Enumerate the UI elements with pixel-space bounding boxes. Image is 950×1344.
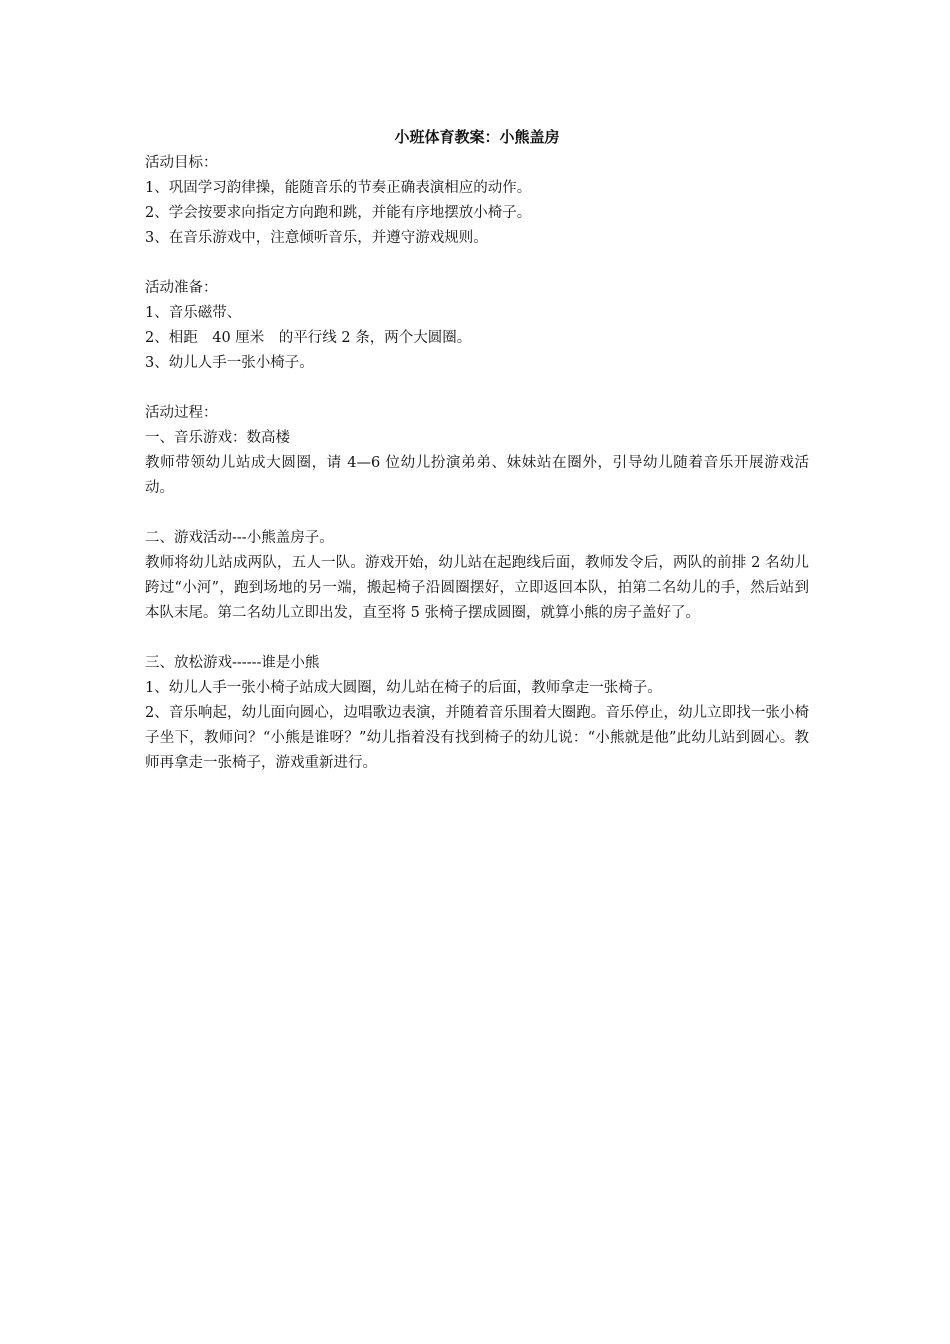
spacer: [145, 626, 809, 651]
part1-text: 教师带领幼儿站成大圆圈，请 4—6 位幼儿扮演弟弟、妹妹站在圈外，引导幼儿随着音乐开展游戏活动。: [145, 455, 809, 496]
preparation-heading: 活动准备：: [145, 280, 218, 296]
spacer: [145, 251, 809, 276]
part2-heading: 二、游戏活动---小熊盖房子。: [145, 530, 334, 546]
part3-heading: 三、放松游戏------谁是小熊: [145, 655, 320, 671]
preparation-item: 2、相距 40 厘米 的平行线 2 条，两个大圆圈。: [145, 330, 472, 346]
spacer: [145, 376, 809, 401]
spacer: [145, 501, 809, 526]
goal-item: 2、学会按要求向指定方向跑和跳，并能有序地摆放小椅子。: [145, 205, 532, 221]
part3-item: 1、幼儿人手一张小椅子站成大圆圈，幼儿站在椅子的后面，教师拿走一张椅子。: [145, 680, 662, 696]
part3-item: 2、音乐响起，幼儿面向圆心，边唱歌边表演，并随着音乐围着大圈跑。音乐停止，幼儿立即找一张小椅子坐下，教师问？“小熊是谁呀？”幼儿指着没有找到椅子的幼儿说：“小熊就是他”此幼儿站到圆心。教师再拿走一张椅子，游戏重新进行。: [145, 705, 809, 771]
preparation-item: 3、幼儿人手一张小椅子。: [145, 355, 314, 371]
goal-item: 1、巩固学习韵律操，能随音乐的节奏正确表演相应的动作。: [145, 180, 532, 196]
goal-item: 3、在音乐游戏中，注意倾听音乐，并遵守游戏规则。: [145, 230, 488, 246]
part2-text: 教师将幼儿站成两队，五人一队。游戏开始，幼儿站在起跑线后面，教师发令后，两队的前排 2 名幼儿跨过“小河”，跑到场地的另一端，搬起椅子沿圆圈摆好，立即返回本队，拍第二名幼儿的手，然后站到本队末尾。第二名幼儿立即出发，直至将 5 张椅子摆成圆圈，就算小熊的房子盖好了。: [145, 555, 809, 621]
goals-heading: 活动目标：: [145, 155, 218, 171]
part1-heading: 一、音乐游戏：数高楼: [145, 430, 290, 446]
document-title: 小班体育教案：小熊盖房: [394, 128, 560, 146]
preparation-item: 1、音乐磁带、: [145, 305, 242, 321]
process-heading: 活动过程：: [145, 405, 218, 421]
document-body: [145, 124, 809, 776]
